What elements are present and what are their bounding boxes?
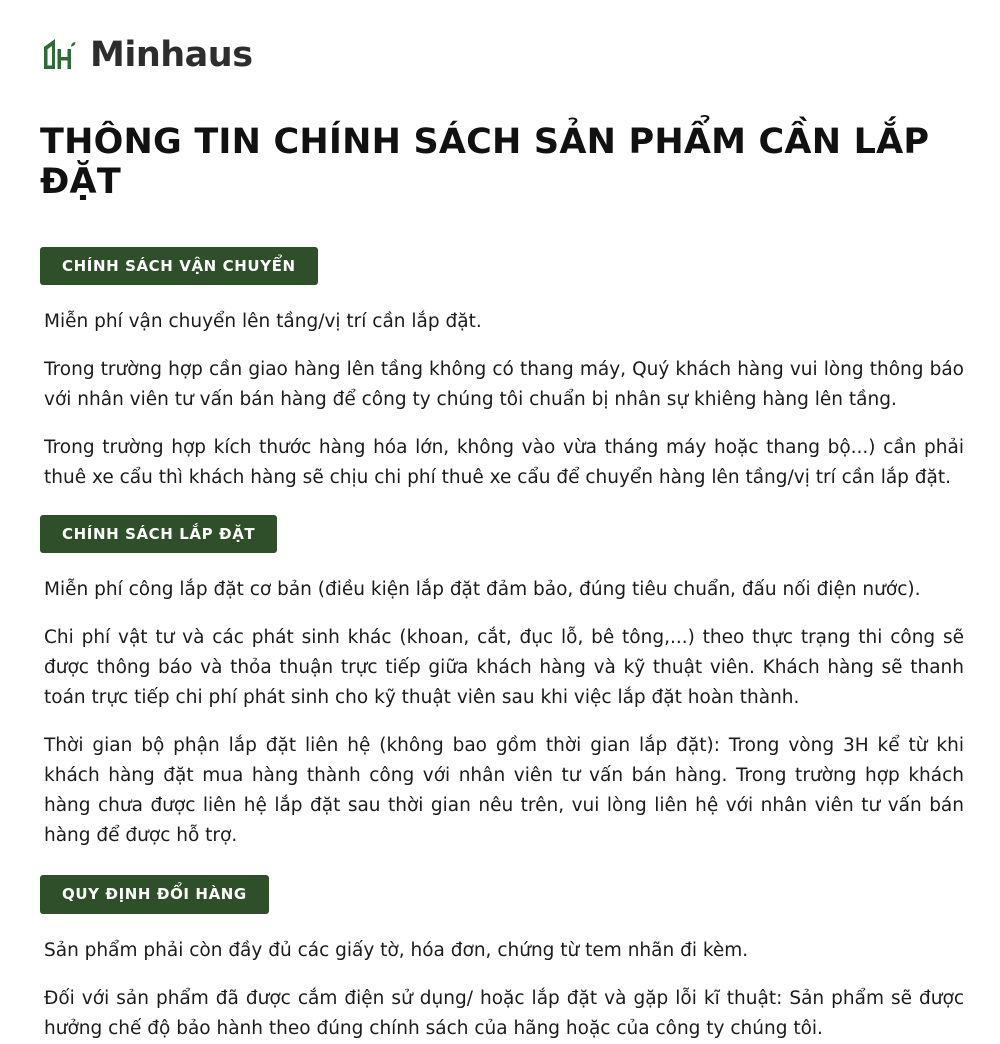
paragraph: Thời gian bộ phận lắp đặt liên hệ (không bao gồm thời gian lắp đặt): Trong vòng 3H kể từ khi khách hàng đặt mua hàng thành công với nhân viên tư vấn bán hàng. Trong trường hợp khách hàng chưa được liên hệ lắp đặt sau thời gian nêu trên, vui lòng liên hệ với nhân viên tư vấn bán hàng để được hỗ trợ.	[44, 735, 964, 847]
brand-name: Minhaus	[90, 34, 253, 75]
section-body-installation	[40, 575, 964, 851]
paragraph: Miễn phí công lắp đặt cơ bản (điều kiện lắp đặt đảm bảo, đúng tiêu chuẩn, đấu nối điện nước).	[44, 579, 921, 601]
paragraph: Trong trường hợp kích thước hàng hóa lớn, không vào vừa tháng máy hoặc thang bộ...) cần phải thuê xe cẩu thì khách hàng sẽ chịu chi phí thuê xe cẩu để chuyển hàng lên tầng/vị trí cần lắp đặt.	[44, 436, 964, 488]
section-header-shipping	[40, 247, 964, 286]
section-header-installation	[40, 515, 964, 554]
brand-header	[40, 28, 964, 82]
section-badge-label: QUY ĐỊNH ĐỔI HÀNG	[40, 875, 269, 914]
section-badge-label: CHÍNH SÁCH LẮP ĐẶT	[40, 515, 277, 554]
paragraph: Sản phẩm phải còn đầy đủ các giấy tờ, hóa đơn, chứng từ tem nhãn đi kèm.	[44, 939, 749, 961]
section-header-exchange	[40, 875, 964, 914]
section-badge-label: CHÍNH SÁCH VẬN CHUYỂN	[40, 247, 318, 286]
paragraph: Trong trường hợp cần giao hàng lên tầng không có thang máy, Quý khách hàng vui lòng thông báo với nhân viên tư vấn bán hàng để công ty chúng tôi chuẩn bị nhân sự khiêng hàng lên tầng.	[44, 358, 964, 410]
section-body-exchange	[40, 936, 964, 1044]
paragraph: Miễn phí vận chuyển lên tầng/vị trí cần lắp đặt.	[44, 311, 482, 332]
page-title: THÔNG TIN CHÍNH SÁCH SẢN PHẨM CẦN LẮP ĐẶT	[40, 122, 930, 203]
section-body-shipping	[40, 307, 964, 493]
paragraph: Chi phí vật tư và các phát sinh khác (khoan, cắt, đục lỗ, bê tông,...) theo thực trạng thi công sẽ được thông báo và thỏa thuận trực tiếp giữa khách hàng và kỹ thuật viên. Khách hàng sẽ thanh toán trực tiếp chi phí phát sinh cho kỹ thuật viên sau khi việc lắp đặt hoàn thành.	[44, 627, 964, 709]
paragraph: Đối với sản phẩm đã được cắm điện sử dụng/ hoặc lắp đặt và gặp lỗi kĩ thuật: Sản phẩm sẽ được hưởng chế độ bảo hành theo đúng chính sách của hãng hoặc của công ty chúng tôi.	[44, 987, 964, 1039]
minhaus-leaf-logo-icon	[40, 35, 80, 75]
